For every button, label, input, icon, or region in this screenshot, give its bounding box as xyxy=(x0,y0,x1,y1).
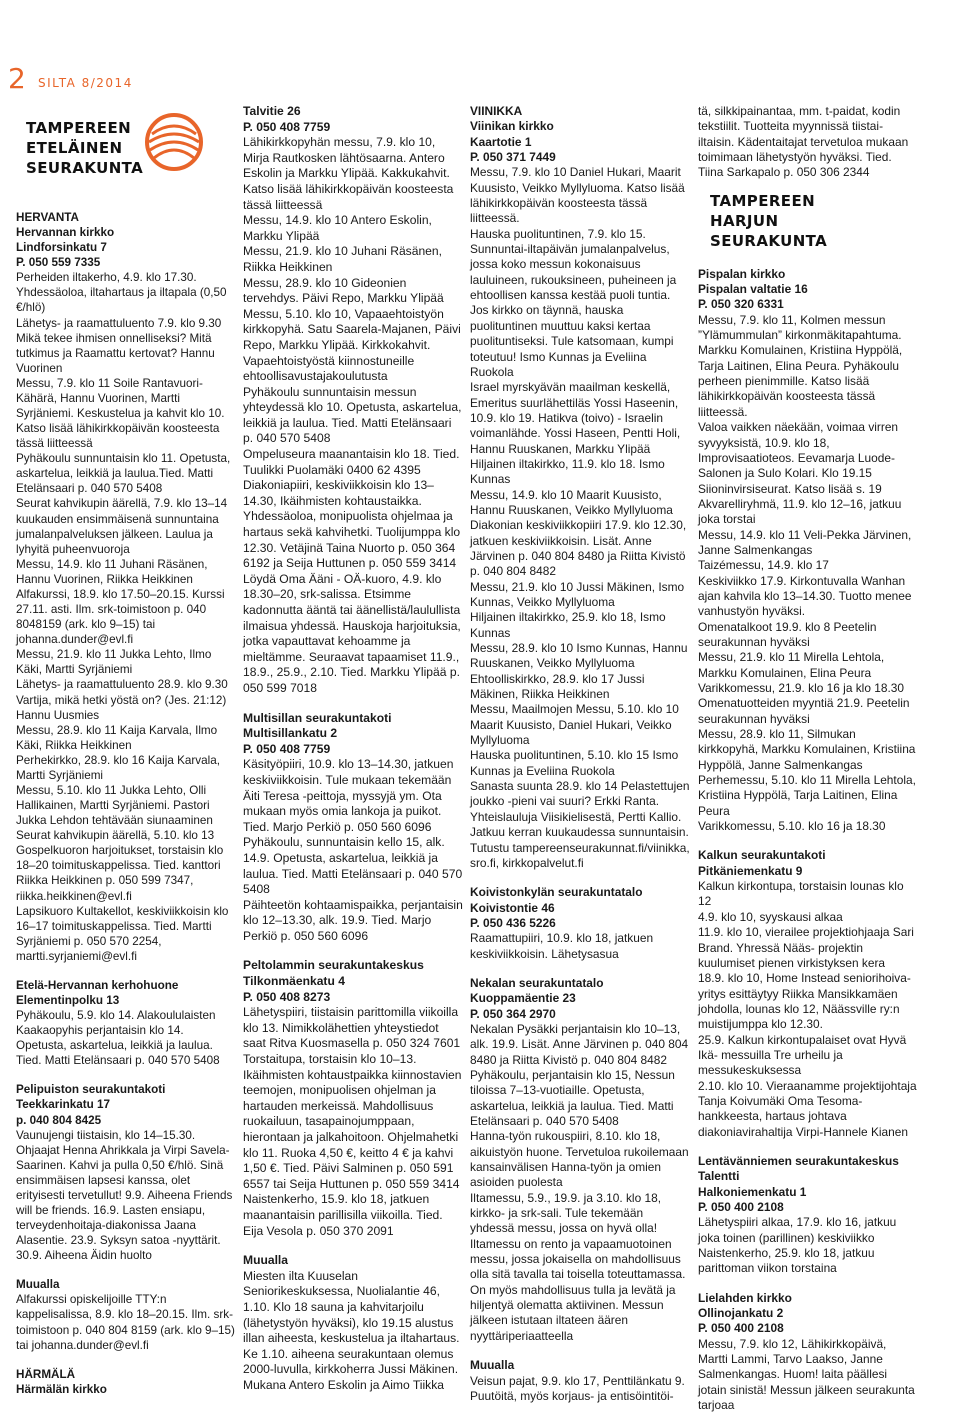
event-entry: Omenatuotteiden myyntiä 21.9. Peetelin seurakunnan hyväksi xyxy=(698,696,910,726)
running-head: SILTA 8/2014 xyxy=(38,76,133,90)
event-entry: Seurat kahvikupin äärellä, 7.9. klo 13–14 kuukauden ensimmäisenä sunnuntaina jumalanpalveluksen jälkeen. Laulua ja lyhyitä puheenvuoroja xyxy=(16,497,228,556)
event-entry: Lähetys- ja raamattuluento 7.9. klo 9.30 Mikä tekee ihmisen onnelliseksi? Mitä tutkimus ja Raamattu kertovat? Hannu Vuorinen xyxy=(16,316,222,375)
section-heading: Kuoppamäentie 23 xyxy=(470,991,576,1006)
event-entry: Lapsikuoro Kultakellot, keskiviikkoisin klo 16–17 toimituskappelissa. Tied. Martti Syrjäniemi p. 050 570 2254, martti.syrjaniemi@evl.fi xyxy=(16,904,229,963)
section-heading: Multisillankatu 2 xyxy=(243,726,338,741)
event-entry: Gospelkuoron harjoitukset, torstaisin klo 18–20 toimituskappelissa. Tied. kanttori Riikka Heikkinen p. 050 599 7347, riikka.heikkinen@evl.fi xyxy=(16,844,224,903)
section-heading: P. 050 408 7759 xyxy=(243,119,331,134)
section-heading: Lindforsinkatu 7 xyxy=(16,241,107,255)
event-entry: Akvarelliryhmä, 11.9. klo 12–16, jatkuu joka torstai xyxy=(698,496,902,527)
event-entry: Messu, 28.9. klo 10 Gideonien tervehdys. Päivi Repo, Markku Ylipää xyxy=(243,275,444,306)
event-entry: Messu, 14.9. klo 11 Juhani Räsänen, Hannu Vuorinen, Riikka Heikkinen xyxy=(16,557,208,586)
event-entry: Miesten ilta Kuuselan Seniorikeskuksessa, Nuolialantie 46, 1.10. Klo 18 sauna ja kahvitarjoilu (lähetystyön hyväksi), klo 19.15 alustus illan aiheesta, keskustelua ja iltahartaus. Ke 1.10. aiheena seurakuntaan olemus 2000-luvulla, kirkkoherra Jussi Mäkinen. Mukana Antero Eskolin ja Aimo Tiikka xyxy=(243,1268,460,1392)
event-entry: Omenatalkoot 19.9. klo 8 Peetelin seurakunnan hyväksi xyxy=(698,619,877,649)
section-heading: Lielahden kirkko xyxy=(698,1290,792,1305)
event-entry: Messu, 7.9. klo 12, Lähikirkkopäivä, Martti Lammi, Tarvo Laakso, Janne Salmenkangas. Huom! laita päällesi jotain sinistä! Messun jälkeen seurakunta tarjoaa xyxy=(698,1336,915,1413)
event-entry: Hanna-työn rukouspiiri, 8.10. klo 18, aikuistyön huone. Tervetuloa rukoilemaan kansainvälisen Hanna-työn ja omien asioiden puolesta xyxy=(470,1129,689,1190)
section-heading: Ollinojankatu 2 xyxy=(698,1306,784,1321)
column-3 xyxy=(470,104,690,1404)
section-heading: P. 050 320 6331 xyxy=(698,297,784,312)
event-entry: Alfakurssi, 18.9. klo 17.50–20.15. Kurssi 27.11. asti. Ilm. srk-toimistoon p. 040 8048159 (ark. klo 9–15) tai johanna.dunder@evl.fi xyxy=(16,587,225,647)
logo-line-3: SEURAKUNTA xyxy=(26,159,144,177)
logo-line-1: TAMPEREEN xyxy=(710,191,816,210)
event-entry: Keskiviikko 17.9. Kirkontuvalla Wanhan ajan kahvila klo 13–14.30. Tuotto menee vanhustyön hyväksi. xyxy=(698,573,912,619)
section-heading: Talvitie 26 xyxy=(243,104,301,118)
section-heading: P. 050 559 7335 xyxy=(16,256,101,270)
event-entry: Hiljainen iltakirkko, 25.9. klo 18, Ismo Kunnas xyxy=(470,610,666,640)
section-heading: Talentti xyxy=(698,1169,740,1184)
event-entry: Messu, 28.9. klo 10 Ismo Kunnas, Hannu Ruuskanen, Veikko Myllyluoma xyxy=(470,641,688,671)
event-entry: 11.9. klo 10, vierailee projektiohjaaja Sari Brand. Yhressä Nääs- projektin kuulumiset pienen virkistyksen kera xyxy=(698,925,914,970)
section-heading: Koivistontie 46 xyxy=(470,900,555,915)
section-heading: Hervannan kirkko xyxy=(16,226,115,240)
section-heading: HERVANTA xyxy=(16,211,79,224)
event-entry: Valoa vaikken näekään, voimaa virren syvyyksistä, 10.9. klo 18, Improvisaatioteos. Eevamarja Luode-Salonen ja Sulo Kolari. Klo 19.15 Siioninvirsiseurat. Katso lisää s. 19 xyxy=(698,420,899,496)
event-entry: 4.9. klo 10, syyskausi alkaa xyxy=(698,909,843,924)
event-entry: Perheiden iltakerho, 4.9. klo 17.30. Yhdessäoloa, iltahartaus ja iltapala (0,50 €/hlö) xyxy=(16,271,227,315)
event-entry: Iltamessu, 5.9., 19.9. ja 3.10. klo 18, kirkko- ja srk-sali. Tule tekemään yhdessä messu, jossa on hyvä olla! Iltamessu on rento ja vapaamuotoinen messu, jossa jokaisella on mahdollisuus olla sitä tavalla tai toisella toteuttamassa. On myös mahdollisuus tulla ja levätä ja hiljentyä olematta aktiivinen. Messun jälkeen istutaan iltateen äären nyyttäriperiaatteella xyxy=(470,1190,686,1343)
event-entry: Messu, 21.9. klo 10 Jussi Mäkinen, Ismo Kunnas, Veikko Myllyluoma xyxy=(470,579,685,609)
column-1 xyxy=(16,110,236,1397)
event-entry: Pyhäkoulu, sunnuntaisin kello 15, alk. 14.9. Opetusta, askartelua, leikkiä ja laulua. Tied. Matti Etelänsaari p. 040 570 5408 xyxy=(243,835,463,897)
event-entry: Lähikirkkopyhän messu, 7.9. klo 10, Mirja Rautkosken lähtösaarna. Antero Eskolin ja Markku Ylipää. Kakkukahvit. Katso lisää lähikirkkopäivän koosteesta tässä liitteessä xyxy=(243,135,454,212)
section-heading: Härmälän kirkko xyxy=(16,1382,107,1396)
section-heading: P. 050 408 7759 xyxy=(243,741,331,756)
event-entry: Pyhäkoulu, 5.9. klo 14. Alakoululaisten Kaakaopyhis perjantaisin klo 14. Opetusta, askartelua, leikkiä ja laulua. Tied. Matti Etelänsaari p. 040 570 5408 xyxy=(16,1009,220,1068)
event-entry: 25.9. Kalkun kirkontupalaiset ovat Hyvä Ikä- messuilla Tre urheilu ja messukeskuksessa xyxy=(698,1032,907,1078)
event-entry: Messu, 5.10. klo 11 Jukka Lehto, Olli Hallikainen, Martti Syrjäniemi. Pastori Jukka Lehdon tehtävään siunaaminen xyxy=(16,783,213,828)
section-heading: Pispalan valtatie 16 xyxy=(698,282,808,297)
section-heading: Multisillan seurakuntakoti xyxy=(243,710,392,725)
event-entry: Messu, 14.9. klo 10 Antero Eskolin, Markku Ylipää xyxy=(243,213,432,243)
section-heading: Muualla xyxy=(243,1253,289,1268)
page-number: 2 xyxy=(8,62,26,95)
event-entry: Vaunujengi tiistaisin, klo 14–15.30. Ohjaajat Henna Ahrikkala ja Virpi Savela-Saarinen. Kahvi ja pulla 0,50 €/hlö. Sinä ensimmäisen lapsesi kanssa, olet erityisesti tervetullut! 9.9. Aiheena Friends will be friends. 16.9. Lasten ensiapu, terveydenhoitaja-diakonissa Jaana Alasentie. 23.9. Syksyn satoa -nyyttärit. 30.9. Aiheena Äidin huolto xyxy=(16,1128,233,1263)
column-4-top xyxy=(698,104,918,181)
logo-line-3: SEURAKUNTA xyxy=(710,231,828,250)
section-heading: Etelä-Hervannan kerhohuone xyxy=(16,978,179,992)
event-entry: Lähetys- ja raamattuluento 28.9. klo 9.30 Vartija, mikä hetki yöstä on? (Jes. 21:12) Hannu Uusmies xyxy=(16,678,228,722)
event-entry: Perhemessu, 5.10. klo 11 Mirella Lehtola, Kristiina Hyppölä, Tarja Laitinen, Elina Peura xyxy=(698,773,916,818)
logo-etelainen-seurakunta xyxy=(16,110,236,210)
column-2 xyxy=(243,104,463,1394)
event-entry: Perhekirkko, 28.9. klo 16 Kaija Karvala, Martti Syrjäniemi xyxy=(16,753,220,782)
event-entry: Veisun pajat, 9.9. klo 17, Penttilänkatu 9. Puutöitä, myös korjaus- ja entisöintitöi- xyxy=(470,1373,685,1403)
event-entry: Diakonian keskiviikkopiiri 17.9. klo 12.30, jatkuen keskiviikkoisin. Lisät. Anne Järvinen p. 040 804 8480 ja Riitta Kivistö p. 040 804 8482 xyxy=(470,518,687,579)
event-entry: Hiljainen iltakirkko, 11.9. klo 18. Ismo Kunnas xyxy=(470,456,665,487)
event-entry: Pyhäkoulu sunnuntaisin messun yhteydessä klo 10. Opetusta, askartelua, leikkiä ja laulua. Tied. Matti Etelänsaari p. 040 570 5408 xyxy=(243,384,462,446)
event-entry: Diakoniapiiri, keskiviikkoisin klo 13–14.30, Ikäihmisten kohtaustaikka. Yhdessäoloa, monipuolista ohjelmaa ja hartaus sekä kahvihetki. Tuolijumppa klo 12.30. Vetäjinä Taina Nuorto p. 050 364 6192 ja Seija Huttunen p. 050 559 3414 xyxy=(243,478,461,571)
event-entry: Messu, 21.9. klo 11 Mirella Lehtola, Markku Komulainen, Elina Peura xyxy=(698,650,885,680)
event-entry: Messu, 14.9. klo 10 Maarit Kuusisto, Hannu Ruuskanen, Veikko Myllyluoma xyxy=(470,487,673,517)
section-heading: Kaartotie 1 xyxy=(470,134,532,149)
section-heading: Pitkäniemenkatu 9 xyxy=(698,863,803,878)
event-entry: Alfakurssi opiskelijoille TTY:n kappelisalissa, 8.9. klo 18–20.15. Ilm. srk-toimistoon p. 040 804 8159 (ark. klo 9–15) tai johanna.dunder@evl.fi xyxy=(16,1293,235,1352)
logo-wordmark xyxy=(710,191,827,251)
logo-line-2: HARJUN xyxy=(710,211,779,230)
event-entry: Taizémessu, 14.9. klo 17 xyxy=(698,558,829,573)
event-entry: Varikkomessu, 5.10. klo 16 ja 18.30 xyxy=(698,819,886,834)
section-heading: P. 050 364 2970 xyxy=(470,1006,556,1021)
column-4 xyxy=(698,104,918,1413)
logo-harjun-seurakunta xyxy=(698,191,918,267)
event-entry: Lähetyspiiri alkaa, 17.9. klo 16, jatkuu joka toinen (parillinen) keskiviikko xyxy=(698,1215,897,1245)
section-heading: P. 050 371 7449 xyxy=(470,150,556,165)
section-heading: Kalkun seurakuntakoti xyxy=(698,848,826,863)
masthead xyxy=(0,0,960,96)
event-entry: Hauska puolituntinen, 5.10. klo 15 Ismo Kunnas ja Eveliina Ruokola xyxy=(470,748,679,778)
column-4-bottom xyxy=(698,267,918,1414)
event-entry: Pyhäkoulu, perjantaisin klo 15, Nessun tiloissa 7–13-vuotiaille. Opetusta, askartelua, leikkiä ja laulua. Tied. Matti Etelänsaari p. 040 570 5408 xyxy=(470,1067,675,1128)
section-heading: Halkoniemenkatu 1 xyxy=(698,1184,807,1199)
section-heading: Elementinpolku 13 xyxy=(16,993,120,1007)
section-heading: P. 050 400 2108 xyxy=(698,1200,784,1214)
event-entry: Varikkomessu, 21.9. klo 16 ja klo 18.30 xyxy=(698,681,904,695)
section-heading: Pispalan kirkko xyxy=(698,266,786,281)
event-entry: Messu, 21.9. klo 11 Jukka Lehto, Ilmo Käki, Martti Syrjäniemi xyxy=(16,648,212,677)
event-entry: Messu, 5.10. klo 10, Vapaaehtoistyön kirkkopyhä. Satu Saarela-Majanen, Päivi Repo, Markku Ylipää. Kirkkokahvit. Vapaehtoistyöstä kiinnostuneille ehtoollisavustajakoulutusta xyxy=(243,306,461,384)
event-entry: Naistenkerho, 15.9. klo 18, jatkuen maanantaisin parillisilla viikoilla. Tied. Eija Vesola p. 050 370 2091 xyxy=(243,1192,443,1238)
section-heading: Tilkonmäenkatu 4 xyxy=(243,974,345,989)
event-entry: Kalkun kirkontupa, torstaisin lounas klo 12 xyxy=(698,879,904,909)
event-entry: Sanasta suunta 28.9. klo 14 Pelastettujen joukko -pieni vai suuri? Erkki Ranta. Yhteislauluja Viisikielisestä, Pertti Kallio. Jatkuu kerran kuukaudessa sunnuntaisin. Tutustu tampereenseurakunnat.fi/viinikka, sro.fi, kirkkopalvelut.fi xyxy=(470,779,690,870)
event-entry: Löydä Oma Ääni - OÄ-kuoro, 4.9. klo 18.30–20, srk-salissa. Etsimme kadonnutta ääntä tai äänellistä/laulullista ilmaisua yhdessä. Hauskoja harjoituksia, jotka vapauttavat kehoamme ja mieltämme. Seuraavat tapaamiset 11.9., 18.9., 25.9., 2.10. Tied. Markku Ylipää p. 050 599 7018 xyxy=(243,571,461,695)
section-heading: Lentävänniemen seurakuntakeskus xyxy=(698,1153,899,1168)
section-heading: Viinikan kirkko xyxy=(470,119,554,134)
event-entry: 18.9. klo 10, Home Instead seniorihoiva-yritys esittäytyy Riikka Mansikkamäen johdolla, lounas klo 12, Näässville ry:n muistijumppa klo 12.30. xyxy=(698,971,911,1032)
event-entry: Messu, 28.9. klo 11, Silmukan kirkkopyhä, Markku Komulainen, Kristiina Hyppölä, Janne Salmenkangas xyxy=(698,727,916,772)
event-entry: 2.10. klo 10. Vieraanamme projektijohtaja Tanja Koivumäki Oma Tesoma-hankkeesta, hartaus johtava diakoniavirahaltija Virpi-Hannele Kianen xyxy=(698,1078,917,1139)
section-heading: P. 050 436 5226 xyxy=(470,915,556,930)
section-heading: Peltolammin seurakuntakeskus xyxy=(243,958,424,973)
section-heading: P. 050 408 8273 xyxy=(243,989,331,1004)
event-entry: Messu, 28.9. klo 11 Kaija Karvala, Ilmo Käki, Riikka Heikkinen xyxy=(16,723,218,752)
event-entry: Messu, Maailmojen Messu, 5.10. klo 10 Maarit Kuusisto, Daniel Hukari, Veikko Myllyluoma xyxy=(470,702,679,748)
event-entry: Raamattupiiri, 10.9. klo 18, jatkuen keskiviikkoisin. Lähetysasua xyxy=(470,931,654,961)
section-heading: Muualla xyxy=(470,1358,515,1373)
event-entry: Israel myrskyävän maailman keskellä, Emeritus suurlähettiläs Yossi Haseenin, 10.9. klo 19. Hatikva (toivo) - Israelin voimanlähde. Yossi Haseen, Pentti Holi, Hannu Ruuskanen, Markku Ylipää xyxy=(470,380,681,456)
event-entry: Messu, 7.9. klo 11, Kolmen messun ”Ylämummulan” kirkonmäkitapahtuma. Markku Komulainen, Kristiina Hyppölä, Tarja Laitinen, Elina Peura. Pyhäkoulu perheen pienimmille. Katso lisää lähikirkkopäivän koosteesta tässä liitteessä. xyxy=(698,312,903,419)
section-heading: P. 050 400 2108 xyxy=(698,1321,784,1336)
section-heading: p. 040 804 8425 xyxy=(16,1113,102,1127)
event-entry: Ehtoolliskirkko, 28.9. klo 17 Jussi Mäkinen, Riikka Heikkinen xyxy=(470,671,645,702)
section-heading: HÄRMÄLÄ xyxy=(16,1367,76,1381)
event-entry: Messu, 7.9. klo 11 Soile Rantavuori-Kähärä, Hannu Vuorinen, Martti Syrjäniemi. Keskustelua ja kahvit klo 10. Katso lisää lähikirkkopäivän koosteesta tässä liitteessä xyxy=(16,376,225,451)
event-entry: Pyhäkoulu sunnuntaisin klo 11. Opetusta, askartelua, leikkiä ja laulua.Tied. Matti Etelänsaari p. 040 570 5408 xyxy=(16,452,231,496)
event-entry: Hauska puolituntinen, 7.9. klo 15. Sunnuntai-iltapäivän jumalanpalvelus, jossa koko messun kokonaisuus lauluineen, rukouksineen, puheineen ja ehtoollisen kanssa kestää puoli tuntia. Jos kirkko on täynnä, hauska puolituntinen muuttuu kaksi kertaa puolituntiseksi. Tule katsomaan, kumpi toteutuu! Ismo Kunnas ja Eveliina Ruokola xyxy=(470,226,677,379)
section-heading: VIINIKKA xyxy=(470,104,523,118)
section-heading: Pelipuiston seurakuntakoti xyxy=(16,1083,166,1097)
section-heading: Koivistonkylän seurakuntatalo xyxy=(470,885,643,900)
event-entry: tä, silkkipainantaa, mm. t-paidat, kodin tekstiilit. Tuotteita myynnissä tiistai-iltaisin. Kädentaitajat tervetuloa mukaan toimimaan lähetystyön hyväksi. Tied. Tiina Sarkapalo p. 050 306 2344 xyxy=(698,104,909,180)
event-entry: Lähetyspiiri, tiistaisin parittomilla viikoilla klo 13. Nimikkolähettien yhteystiedot saat Ritva Kuosmasella p. 050 324 7601 xyxy=(243,1005,461,1051)
section-heading: Nekalan seurakuntatalo xyxy=(470,975,604,990)
logo-line-2: ETELÄINEN xyxy=(26,139,123,157)
logo-wordmark xyxy=(26,118,143,178)
event-entry: Messu, 7.9. klo 10 Daniel Hukari, Maarit Kuusisto, Veikko Myllyluoma. Katso lisää lähikirkkopäivän koosteesta tässä liitteessä. xyxy=(470,165,685,226)
event-entry: Ompeluseura maanantaisin klo 18. Tied. Tuulikki Puolamäki 0400 62 4395 xyxy=(243,447,460,477)
section-heading: Muualla xyxy=(16,1278,60,1292)
event-entry: Messu, 14.9. klo 11 Veli-Pekka Järvinen, Janne Salmenkangas xyxy=(698,527,912,557)
event-entry: Käsityöpiiri, 10.9. klo 13–14.30, jatkuen keskiviikkoisin. Tule mukaan tekemään Äiti Teresa -peittoja, myssyjä ym. Ota mukaan myös omia lankoja ja puikot. Tied. Marjo Perkiö p. 050 560 6096 xyxy=(243,757,454,834)
event-entry: Päihteetön kohtaamispaikka, perjantaisin klo 12–13.30, alk. 19.9. Tied. Marjo Perkiö p. 050 560 6096 xyxy=(243,897,463,943)
event-entry: Torstaitupa, torstaisin klo 10–13. Ikäihmisten kohtaustpaikka kiinnostavien teemojen, monipuolisen ohjelman ja hartauden merkeissä. Mahdollisuus ruokailuun, tasapainojumppaan, hierontaan ja jalkahoitoon. Ohjelmahetki klo 11. Ruoka 4,50 €, keitto 4 € ja kahvi 1,50 €. Tied. Päivi Salminen p. 050 591 6557 tai Seija Huttunen p. 050 559 3414 xyxy=(243,1052,462,1191)
event-entry: Messu, 21.9. klo 10 Juhani Räsänen, Riikka Heikkinen xyxy=(243,244,442,274)
church-emblem-icon xyxy=(144,112,204,172)
event-entry: Naistenkerho, 25.9. klo 18, jatkuu parittoman viikon torstaina xyxy=(698,1246,875,1276)
event-entry: Seurat kahvikupin äärellä, 5.10. klo 13 xyxy=(16,829,215,843)
section-heading: Teekkarinkatu 17 xyxy=(16,1098,110,1112)
logo-line-1: TAMPEREEN xyxy=(26,119,132,137)
event-entry: Nekalan Pysäkki perjantaisin klo 10–13, alk. 19.9. Lisät. Anne Järvinen p. 040 804 8480 ja Riitta Kivistö p. 040 804 8482 xyxy=(470,1021,689,1067)
